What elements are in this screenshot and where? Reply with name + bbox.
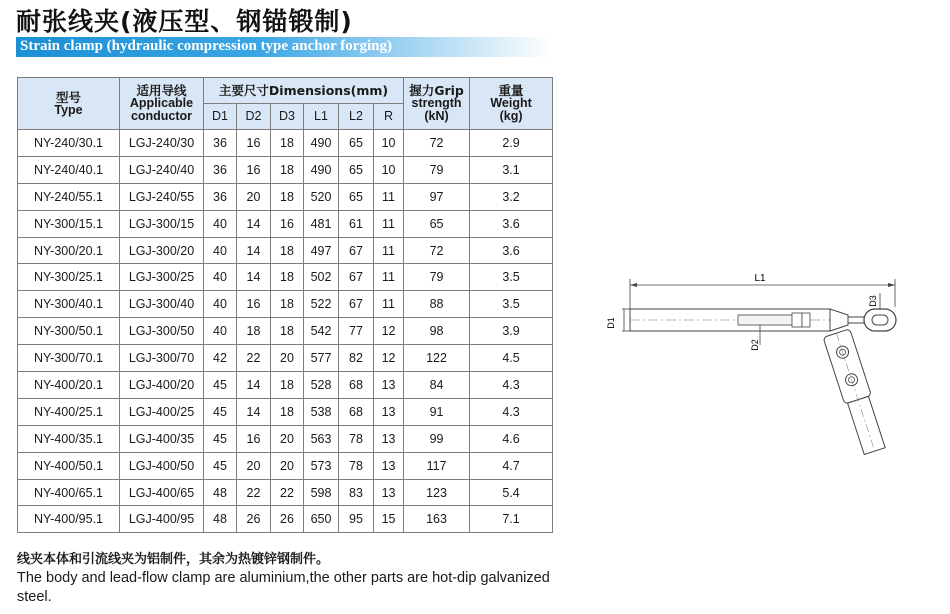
- cell-r: 11: [374, 183, 404, 210]
- cell-l1: 598: [304, 479, 339, 506]
- cell-conductor: LGJ-240/40: [120, 156, 204, 183]
- cell-type: NY-400/65.1: [18, 479, 120, 506]
- cell-weight: 2.9: [470, 130, 553, 157]
- header-dimensions: 主要尺寸Dimensions(mm): [204, 78, 404, 104]
- cell-r: 15: [374, 506, 404, 533]
- cell-d1: 42: [204, 345, 237, 372]
- cell-weight: 5.4: [470, 479, 553, 506]
- header-d1: D1: [204, 104, 237, 130]
- cell-l1: 573: [304, 452, 339, 479]
- cell-conductor: LGJ-400/95: [120, 506, 204, 533]
- table-row: [18, 318, 553, 345]
- cell-d2: 26: [237, 506, 271, 533]
- header-type: 型号 Type: [18, 78, 120, 130]
- cell-d3: 18: [271, 398, 304, 425]
- cell-d2: 14: [237, 264, 271, 291]
- cell-d1: 48: [204, 479, 237, 506]
- cell-weight: 3.9: [470, 318, 553, 345]
- cell-l1: 542: [304, 318, 339, 345]
- cell-weight: 4.3: [470, 372, 553, 399]
- cell-grip: 72: [404, 130, 470, 157]
- cell-d1: 40: [204, 318, 237, 345]
- cell-type: NY-300/20.1: [18, 237, 120, 264]
- cell-r: 13: [374, 479, 404, 506]
- cell-d1: 36: [204, 183, 237, 210]
- cell-l1: 481: [304, 210, 339, 237]
- cell-d2: 18: [237, 318, 271, 345]
- cell-d3: 16: [271, 210, 304, 237]
- cell-l2: 65: [339, 183, 374, 210]
- cell-grip: 122: [404, 345, 470, 372]
- header-r: R: [374, 104, 404, 130]
- clamp-drawing: [600, 265, 930, 475]
- cell-r: 12: [374, 318, 404, 345]
- label-d1: D1: [606, 317, 616, 329]
- cell-l2: 67: [339, 291, 374, 318]
- cell-d1: 45: [204, 398, 237, 425]
- note-en-cont: steel.: [17, 589, 52, 605]
- cell-type: NY-400/20.1: [18, 372, 120, 399]
- cell-d1: 40: [204, 291, 237, 318]
- table-row: [18, 291, 553, 318]
- cell-weight: 3.2: [470, 183, 553, 210]
- cell-d1: 40: [204, 264, 237, 291]
- cell-conductor: LGJ-300/25: [120, 264, 204, 291]
- cell-type: NY-300/70.1: [18, 345, 120, 372]
- cell-d2: 14: [237, 210, 271, 237]
- cell-r: 12: [374, 345, 404, 372]
- cell-grip: 97: [404, 183, 470, 210]
- table-row: [18, 210, 553, 237]
- cell-weight: 4.6: [470, 425, 553, 452]
- cell-d3: 20: [271, 452, 304, 479]
- cell-l2: 68: [339, 372, 374, 399]
- cell-l2: 77: [339, 318, 374, 345]
- cell-l1: 490: [304, 130, 339, 157]
- cell-conductor: LGJ-400/65: [120, 479, 204, 506]
- cell-d2: 16: [237, 291, 271, 318]
- header-d2: D2: [237, 104, 271, 130]
- cell-l2: 95: [339, 506, 374, 533]
- cell-d2: 14: [237, 237, 271, 264]
- table-row: [18, 506, 553, 533]
- cell-type: NY-300/40.1: [18, 291, 120, 318]
- cell-d2: 16: [237, 425, 271, 452]
- header-grip: 握力Grip strength (kN): [404, 78, 470, 130]
- cell-d1: 36: [204, 130, 237, 157]
- cell-l2: 83: [339, 479, 374, 506]
- cell-grip: 117: [404, 452, 470, 479]
- cell-d3: 20: [271, 425, 304, 452]
- cell-d1: 36: [204, 156, 237, 183]
- cell-d1: 48: [204, 506, 237, 533]
- note-cn: 线夹本体和引流线夹为铝制件，其余为热镀锌钢制件。: [17, 552, 330, 567]
- cell-r: 13: [374, 452, 404, 479]
- header-l2: L2: [339, 104, 374, 130]
- label-d3: D3: [868, 295, 878, 307]
- cell-grip: 98: [404, 318, 470, 345]
- label-l1: L1: [754, 273, 766, 284]
- cell-l2: 82: [339, 345, 374, 372]
- cell-r: 13: [374, 425, 404, 452]
- cell-d2: 14: [237, 372, 271, 399]
- cell-grip: 84: [404, 372, 470, 399]
- cell-type: NY-400/50.1: [18, 452, 120, 479]
- header-d3: D3: [271, 104, 304, 130]
- cell-d2: 20: [237, 183, 271, 210]
- cell-l2: 65: [339, 156, 374, 183]
- cell-r: 11: [374, 291, 404, 318]
- cell-d2: 14: [237, 398, 271, 425]
- cell-type: NY-240/55.1: [18, 183, 120, 210]
- table-row: [18, 183, 553, 210]
- cell-type: NY-400/95.1: [18, 506, 120, 533]
- table-row: [18, 479, 553, 506]
- cell-conductor: LGJ-300/15: [120, 210, 204, 237]
- cell-l1: 502: [304, 264, 339, 291]
- cell-weight: 7.1: [470, 506, 553, 533]
- cell-l2: 78: [339, 425, 374, 452]
- cell-grip: 65: [404, 210, 470, 237]
- cell-d2: 16: [237, 130, 271, 157]
- cell-weight: 3.6: [470, 210, 553, 237]
- cell-weight: 4.7: [470, 452, 553, 479]
- cell-d3: 18: [271, 156, 304, 183]
- cell-r: 13: [374, 398, 404, 425]
- cell-d1: 40: [204, 237, 237, 264]
- cell-d3: 18: [271, 318, 304, 345]
- cell-conductor: LGJ-400/35: [120, 425, 204, 452]
- cell-weight: 3.5: [470, 291, 553, 318]
- cell-type: NY-240/30.1: [18, 130, 120, 157]
- cell-r: 10: [374, 156, 404, 183]
- cell-l1: 538: [304, 398, 339, 425]
- page-title: 耐张线夹(液压型、钢锚锻制): [16, 7, 353, 36]
- cell-weight: 4.5: [470, 345, 553, 372]
- spec-table: [17, 77, 553, 533]
- table-row: [18, 156, 553, 183]
- cell-d1: 45: [204, 452, 237, 479]
- cell-l1: 520: [304, 183, 339, 210]
- cell-l2: 61: [339, 210, 374, 237]
- cell-conductor: LGJ-400/50: [120, 452, 204, 479]
- cell-type: NY-400/35.1: [18, 425, 120, 452]
- note-en: The body and lead-flow clamp are aluminium,the other parts are hot-dip galvanized: [17, 570, 550, 586]
- cell-l1: 650: [304, 506, 339, 533]
- cell-r: 11: [374, 237, 404, 264]
- cell-l2: 78: [339, 452, 374, 479]
- cell-d3: 18: [271, 264, 304, 291]
- table-row: [18, 452, 553, 479]
- table-row: [18, 264, 553, 291]
- cell-conductor: LGJ-240/55: [120, 183, 204, 210]
- cell-type: NY-240/40.1: [18, 156, 120, 183]
- cell-l2: 67: [339, 264, 374, 291]
- cell-conductor: LGJ-240/30: [120, 130, 204, 157]
- table-row: [18, 372, 553, 399]
- cell-l1: 528: [304, 372, 339, 399]
- page-subtitle: Strain clamp (hydraulic compression type anchor forging): [20, 38, 392, 54]
- cell-d3: 18: [271, 183, 304, 210]
- cell-d1: 45: [204, 425, 237, 452]
- cell-d3: 18: [271, 372, 304, 399]
- table-row: [18, 237, 553, 264]
- cell-l1: 497: [304, 237, 339, 264]
- cell-grip: 88: [404, 291, 470, 318]
- cell-d3: 18: [271, 237, 304, 264]
- cell-type: NY-300/25.1: [18, 264, 120, 291]
- table-row: [18, 425, 553, 452]
- cell-weight: 3.1: [470, 156, 553, 183]
- cell-weight: 3.5: [470, 264, 553, 291]
- cell-type: NY-400/25.1: [18, 398, 120, 425]
- cell-l1: 563: [304, 425, 339, 452]
- cell-d3: 18: [271, 130, 304, 157]
- cell-l1: 577: [304, 345, 339, 372]
- cell-grip: 91: [404, 398, 470, 425]
- cell-grip: 79: [404, 264, 470, 291]
- cell-l1: 522: [304, 291, 339, 318]
- cell-conductor: LGJ-300/70: [120, 345, 204, 372]
- cell-grip: 123: [404, 479, 470, 506]
- cell-weight: 4.3: [470, 398, 553, 425]
- cell-r: 11: [374, 264, 404, 291]
- cell-d3: 20: [271, 345, 304, 372]
- cell-r: 10: [374, 130, 404, 157]
- cell-d2: 22: [237, 479, 271, 506]
- table-row: [18, 398, 553, 425]
- cell-conductor: LGJ-300/40: [120, 291, 204, 318]
- cell-d3: 18: [271, 291, 304, 318]
- cell-r: 13: [374, 372, 404, 399]
- cell-d1: 40: [204, 210, 237, 237]
- cell-conductor: LGJ-300/20: [120, 237, 204, 264]
- cell-grip: 163: [404, 506, 470, 533]
- cell-grip: 72: [404, 237, 470, 264]
- cell-d2: 20: [237, 452, 271, 479]
- table-row: [18, 130, 553, 157]
- label-d2: D2: [750, 339, 760, 351]
- cell-conductor: LGJ-300/50: [120, 318, 204, 345]
- cell-weight: 3.6: [470, 237, 553, 264]
- cell-conductor: LGJ-400/25: [120, 398, 204, 425]
- table-row: [18, 345, 553, 372]
- cell-d2: 16: [237, 156, 271, 183]
- cell-grip: 99: [404, 425, 470, 452]
- cell-type: NY-300/50.1: [18, 318, 120, 345]
- cell-r: 11: [374, 210, 404, 237]
- cell-conductor: LGJ-400/20: [120, 372, 204, 399]
- cell-grip: 79: [404, 156, 470, 183]
- header-conductor: 适用导线 Applicable conductor: [120, 78, 204, 130]
- header-l1: L1: [304, 104, 339, 130]
- cell-d1: 45: [204, 372, 237, 399]
- cell-l2: 67: [339, 237, 374, 264]
- cell-l1: 490: [304, 156, 339, 183]
- cell-d3: 22: [271, 479, 304, 506]
- cell-l2: 68: [339, 398, 374, 425]
- cell-d3: 26: [271, 506, 304, 533]
- cell-type: NY-300/15.1: [18, 210, 120, 237]
- cell-l2: 65: [339, 130, 374, 157]
- cell-d2: 22: [237, 345, 271, 372]
- header-weight: 重量 Weight (kg): [470, 78, 553, 130]
- material-note: [17, 550, 577, 607]
